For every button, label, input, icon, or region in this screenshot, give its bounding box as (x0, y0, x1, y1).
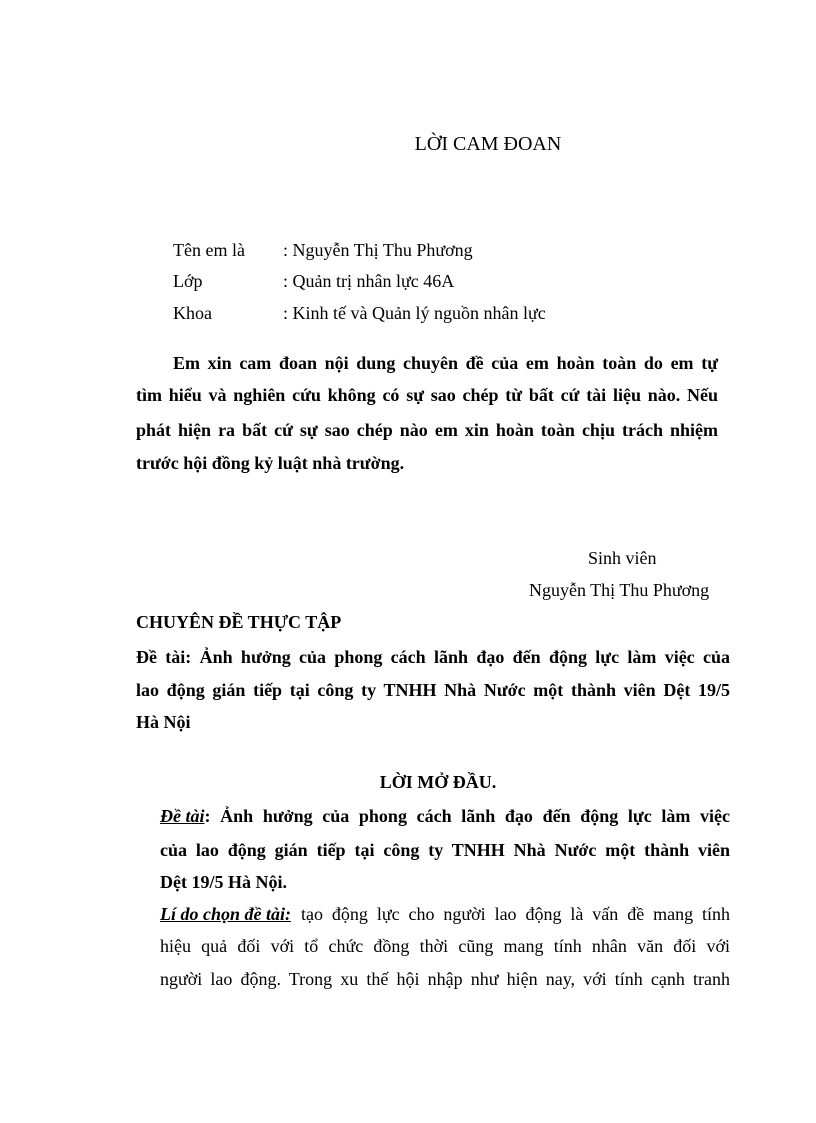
thesis-heading: CHUYÊN ĐỀ THỰC TẬP (136, 612, 342, 632)
reason-label: Lí do chọn đề tài: (160, 904, 291, 924)
thesis-topic-line: lao động gián tiếp tại công ty TNHH Nhà Nước một thành viên Dệt 19/5 (136, 680, 730, 700)
signature-name: Nguyễn Thị Thu Phương (529, 580, 710, 600)
thesis-topic-line: Đề tài: Ảnh hưởng của phong cách lãnh đạo đến động lực làm việc của (136, 647, 730, 667)
pledge-line: trước hội đồng kỷ luật nhà trường. (136, 453, 405, 473)
intro-heading: LỜI MỞ ĐẦU. (379, 772, 497, 792)
pledge-line: tìm hiểu và nghiên cứu không có sự sao chép từ bất cứ tài liệu nào. Nếu (136, 385, 718, 405)
intro-topic-line: : Ảnh hưởng của phong cách lãnh đạo đến động lực làm việc (204, 806, 730, 826)
info-value-name: : Nguyễn Thị Thu Phương (283, 240, 473, 260)
thesis-topic-line: Hà Nội (136, 712, 191, 732)
intro-topic-first-line (160, 806, 730, 827)
pledge-line: phát hiện ra bất cứ sự sao chép nào em xin hoàn toàn chịu trách nhiệm (136, 420, 718, 440)
declaration-title: LỜI CAM ĐOAN (414, 133, 562, 155)
intro-topic-line: Dệt 19/5 Hà Nội. (160, 872, 287, 892)
intro-topic-label: Đề tài (160, 806, 205, 826)
reason-first-line (160, 904, 730, 925)
info-label-faculty: Khoa (173, 303, 212, 323)
pledge-line: Em xin cam đoan nội dung chuyên đề của em hoàn toàn do em tự (173, 353, 718, 373)
signature-role: Sinh viên (588, 548, 657, 568)
reason-line: tạo động lực cho người lao động là vấn đề mang tính (301, 904, 730, 924)
info-value-class: : Quản trị nhân lực 46A (283, 271, 455, 291)
reason-line: hiệu quả đối với tổ chức đồng thời cũng mang tính nhân văn đối với (160, 936, 730, 956)
reason-line: người lao động. Trong xu thế hội nhập như hiện nay, với tính cạnh tranh (160, 969, 730, 989)
info-label-name: Tên em là (173, 240, 245, 260)
info-label-class: Lớp (173, 271, 203, 291)
intro-topic-line: của lao động gián tiếp tại công ty TNHH Nhà Nước một thành viên (160, 840, 730, 860)
info-value-faculty: : Kinh tế và Quản lý nguồn nhân lực (283, 303, 546, 323)
